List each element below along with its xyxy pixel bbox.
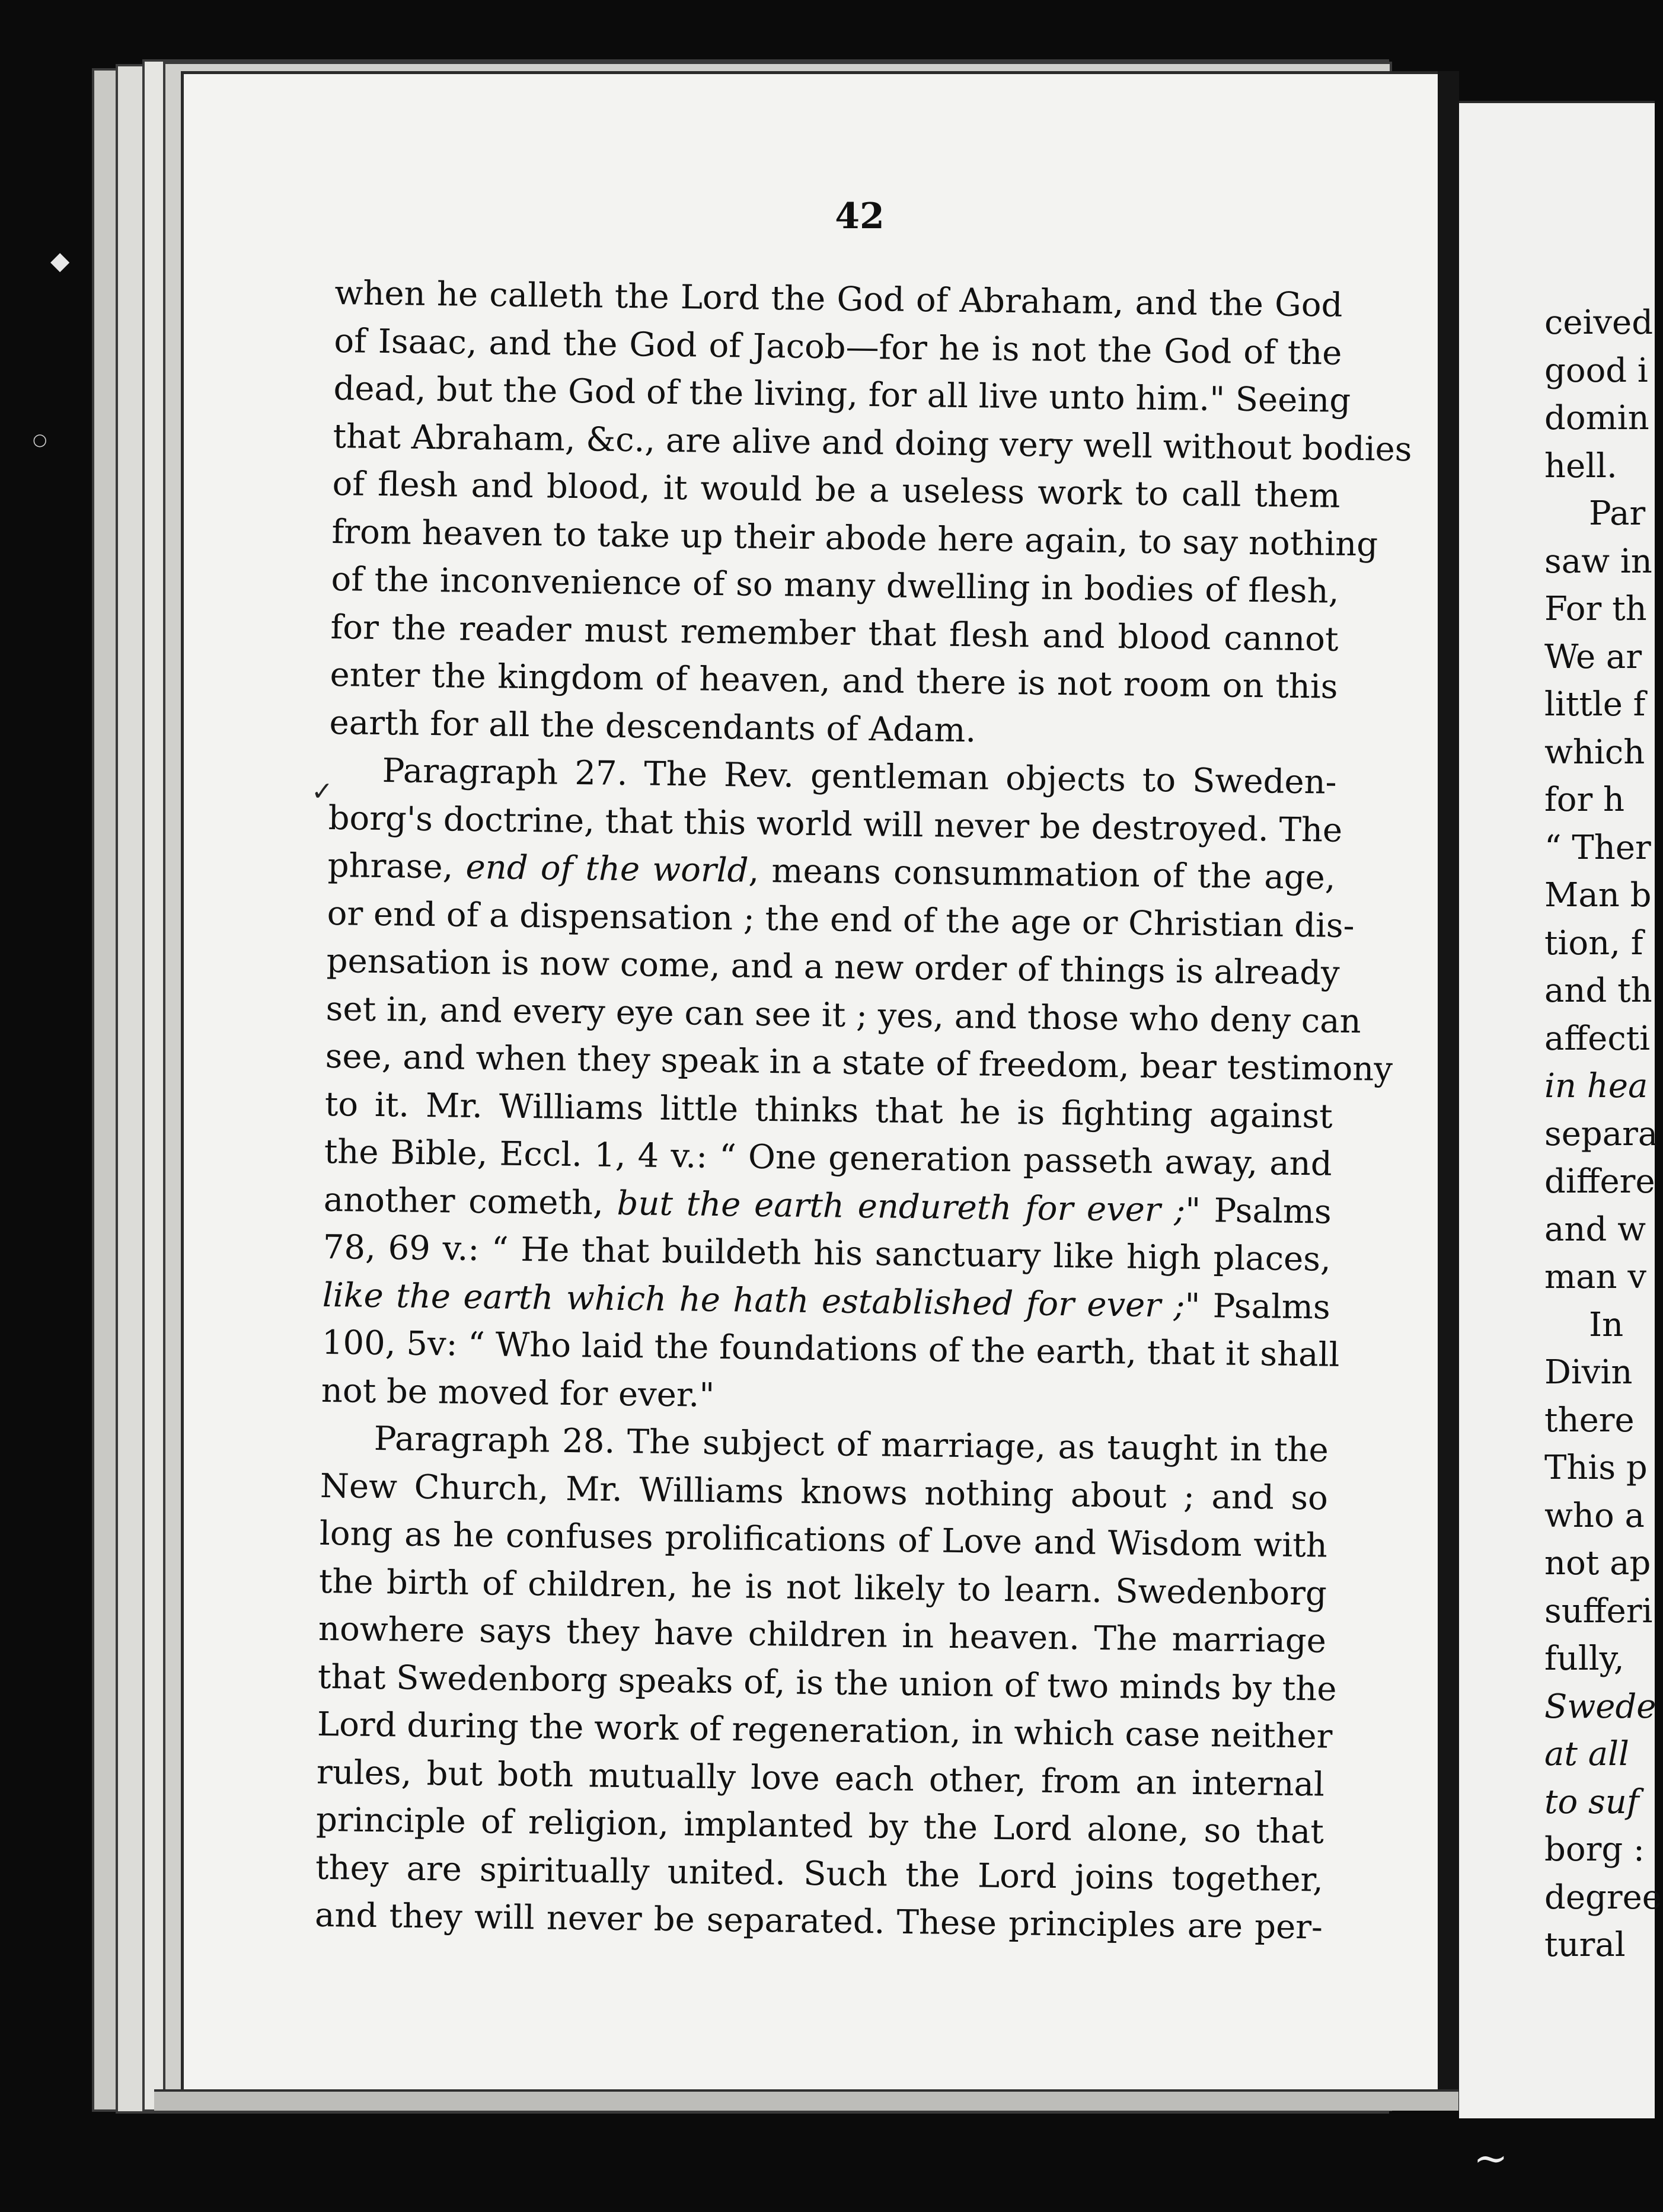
scan-speck: ~	[1473, 2134, 1508, 2182]
right-text-line: who a	[1544, 1496, 1645, 1535]
right-text-line: tion, f	[1544, 923, 1643, 963]
book-gutter	[1438, 71, 1459, 2098]
right-text-line: Divin	[1544, 1353, 1633, 1392]
right-text-line: domin	[1544, 399, 1649, 437]
right-text-line: This p	[1544, 1449, 1648, 1487]
text-line: for the reader must remember that flesh and blood cannot	[330, 608, 1339, 659]
text-line: long as he confuses prolifications of Love and Wisdom with	[319, 1514, 1328, 1565]
right-text-line: In	[1589, 1305, 1624, 1344]
right-text-line: hell.	[1544, 446, 1617, 485]
right-text-line: Swede	[1544, 1687, 1656, 1726]
text-line: from heaven to take up their abode here again, to say nothing	[331, 512, 1378, 564]
right-text-line: which	[1544, 733, 1645, 772]
right-text-line: degree	[1544, 1878, 1662, 1917]
right-text-line: Man b	[1544, 876, 1652, 915]
page-number: 42	[835, 196, 885, 237]
scan-speck: ○	[33, 430, 47, 449]
text-line: not be moved for ever."	[321, 1371, 715, 1415]
text-line: like the earth which he hath established for ever ;" Psalms	[322, 1276, 1331, 1327]
page-body-text	[314, 270, 1412, 1952]
right-text-line: and th	[1544, 971, 1652, 1010]
text-line: that Swedenborg speaks of, is the union of two minds by the	[317, 1657, 1337, 1709]
text-line: or end of a dispensation ; the end of the age or Christian dis-	[327, 894, 1355, 945]
right-text-line: for h	[1544, 781, 1625, 819]
right-text-line: little f	[1544, 685, 1646, 724]
text-line: Lord during the work of regeneration, in which case neither	[317, 1705, 1333, 1756]
text-line: to it. Mr. Williams little thinks that he is fighting against	[324, 1085, 1333, 1136]
text-line: New Church, Mr. Williams knows nothing about ; and so	[320, 1466, 1329, 1518]
text-line: when he calleth the Lord the God of Abraham, and the God	[334, 273, 1343, 325]
right-text-line: We ar	[1544, 637, 1642, 676]
right-text-line: fully,	[1544, 1639, 1624, 1678]
page-bottom-edge	[154, 2089, 1458, 2111]
text-line: pensation is now come, and a new order of things is already	[326, 941, 1340, 993]
right-text-line: man v	[1544, 1258, 1646, 1296]
text-line: Paragraph 28. The subject of marriage, as taught in the	[374, 1419, 1329, 1470]
text-line: of Isaac, and the God of Jacob—for he is not the God of the	[334, 321, 1342, 373]
scan-speck: ◆	[50, 246, 70, 275]
text-line: rules, but both mutually love each other, from an internal	[316, 1753, 1325, 1804]
right-text-line: tural	[1544, 1926, 1626, 1964]
text-line: borg's doctrine, that this world will never be destroyed. The	[328, 798, 1343, 850]
text-line: 78, 69 v.: “ He that buildeth his sanctuary like high places,	[323, 1228, 1332, 1279]
right-page-text-fragment	[1544, 299, 1663, 1970]
right-text-line: in hea	[1544, 1067, 1648, 1105]
right-text-line: good i	[1544, 351, 1648, 390]
text-line: Paragraph 27. The Rev. gentleman objects to Sweden-	[382, 752, 1337, 802]
right-text-line: differe	[1544, 1162, 1655, 1201]
text-line: that Abraham, &c., are alive and doing very well without bodies	[333, 417, 1412, 469]
text-line: they are spiritually united. Such the Lord joins together,	[315, 1848, 1324, 1900]
right-text-line: For th	[1544, 590, 1647, 628]
right-text-line: ceived	[1544, 303, 1654, 342]
text-line: 100, 5v: “ Who laid the foundations of the earth, that it shall	[321, 1323, 1340, 1374]
text-line: the birth of children, he is not likely to learn. Swedenborg	[318, 1562, 1327, 1613]
right-text-line: there	[1544, 1401, 1635, 1440]
text-line: nowhere says they have children in heaven. The marriage	[318, 1609, 1327, 1661]
right-text-line: and w	[1544, 1210, 1646, 1249]
right-text-line: borg :	[1544, 1830, 1645, 1869]
text-line: of flesh and blood, it would be a useless work to call them	[332, 464, 1340, 516]
right-text-line: Par	[1589, 494, 1646, 533]
text-line: dead, but the God of the living, for all live unto him." Seeing	[333, 369, 1351, 420]
right-text-line: saw in	[1544, 542, 1652, 581]
margin-check-mark: ✓	[311, 776, 333, 807]
right-text-line: at all	[1544, 1735, 1629, 1773]
text-line: enter the kingdom of heaven, and there is not room on this	[330, 655, 1338, 707]
text-line: and they will never be separated. These principles are per-	[314, 1895, 1323, 1947]
right-text-line: affecti	[1544, 1019, 1651, 1058]
text-line: the Bible, Eccl. 1, 4 v.: “ One generation passeth away, and	[324, 1132, 1333, 1184]
right-text-line: separa	[1544, 1114, 1658, 1153]
text-line: see, and when they speak in a state of freedom, bear testimony	[325, 1037, 1393, 1089]
right-text-line: “ Ther	[1544, 828, 1651, 867]
text-line: phrase, end of the world, means consummation of the age,	[327, 846, 1336, 897]
text-line: earth for all the descendants of Adam.	[329, 703, 976, 750]
text-line: another cometh, but the earth endureth for ever ;" Psalms	[323, 1180, 1332, 1232]
text-line: of the inconvenience of so many dwelling in bodies of flesh,	[331, 560, 1339, 611]
right-text-line: not ap	[1544, 1544, 1651, 1583]
text-line: set in, and every eye can see it ; yes, and those who deny can	[325, 989, 1362, 1041]
text-line: principle of religion, implanted by the Lord alone, so that	[315, 1800, 1324, 1852]
right-text-line: sufferi	[1544, 1591, 1653, 1631]
right-text-line: to suf	[1544, 1782, 1639, 1821]
